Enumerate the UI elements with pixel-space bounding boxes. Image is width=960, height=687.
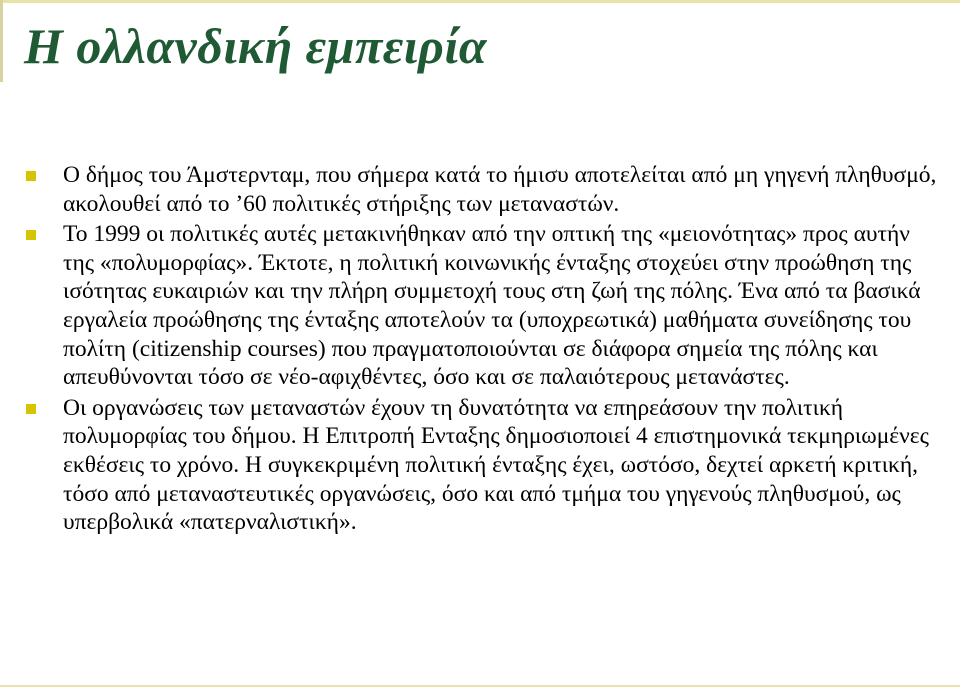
top-border-line bbox=[0, 0, 960, 3]
left-border-line bbox=[0, 0, 3, 82]
bullet-item-3 bbox=[26, 394, 946, 537]
bullet-item-2 bbox=[26, 220, 946, 392]
square-bullet-icon bbox=[26, 404, 36, 414]
bullet-text-3: Οι οργανώσεις των μεταναστών έχουν τη δυνατότητα να επηρεάσουν την πολιτική πολυμορφίας του δήμου. Η Επιτροπή Ενταξης δημοσιοποιεί 4 επιστημονικά τεκμηριωμένες εκθέσεις το χρόνο. Η συγκεκριμένη πολιτική ένταξης έχει, ωστόσο, δεχτεί αρκετή κριτική, τόσο από μεταναστευτικές οργανώσεις, όσο και από τμήμα του γηγενούς πληθυσμού, ως υπερβολικά «πατερναλιστική». bbox=[63, 394, 929, 536]
bullet-item-1 bbox=[26, 161, 946, 218]
slide-title: Η ολλανδική εμπειρία bbox=[24, 18, 487, 74]
bullet-text-1: Ο δήμος του Άμστερνταμ, που σήμερα κατά το ήμισυ αποτελείται από μη γηγενή πληθυσμό, ακολουθεί από το ’60 πολιτικές στήριξης των μεταναστών. bbox=[63, 162, 937, 217]
bullet-list bbox=[26, 161, 946, 539]
bullet-text-2: Το 1999 οι πολιτικές αυτές μετακινήθηκαν από την οπτική της «μειονότητας» προς αυτήν της «πολυμορφίας». Έκτοτε, η πολιτική κοινωνικής ένταξης στοχεύει στην προώθηση της ισότητας ευκαιριών και την πλήρη συμμετοχή τους στη ζωή της πόλης. Ένα από τα βασικά εργαλεία προώθησης της ένταξης αποτελούν τα (υποχρεωτικά) μαθήματα συνείδησης του πολίτη (citizenship courses) που πραγματοποιούνται σε διάφορα σημεία της πόλης και απευθύνονται τόσο σε νέο-αφιχθέντες, όσο και σε παλαιότερους μετανάστες. bbox=[63, 221, 921, 391]
square-bullet-icon bbox=[26, 171, 36, 181]
square-bullet-icon bbox=[26, 230, 36, 240]
